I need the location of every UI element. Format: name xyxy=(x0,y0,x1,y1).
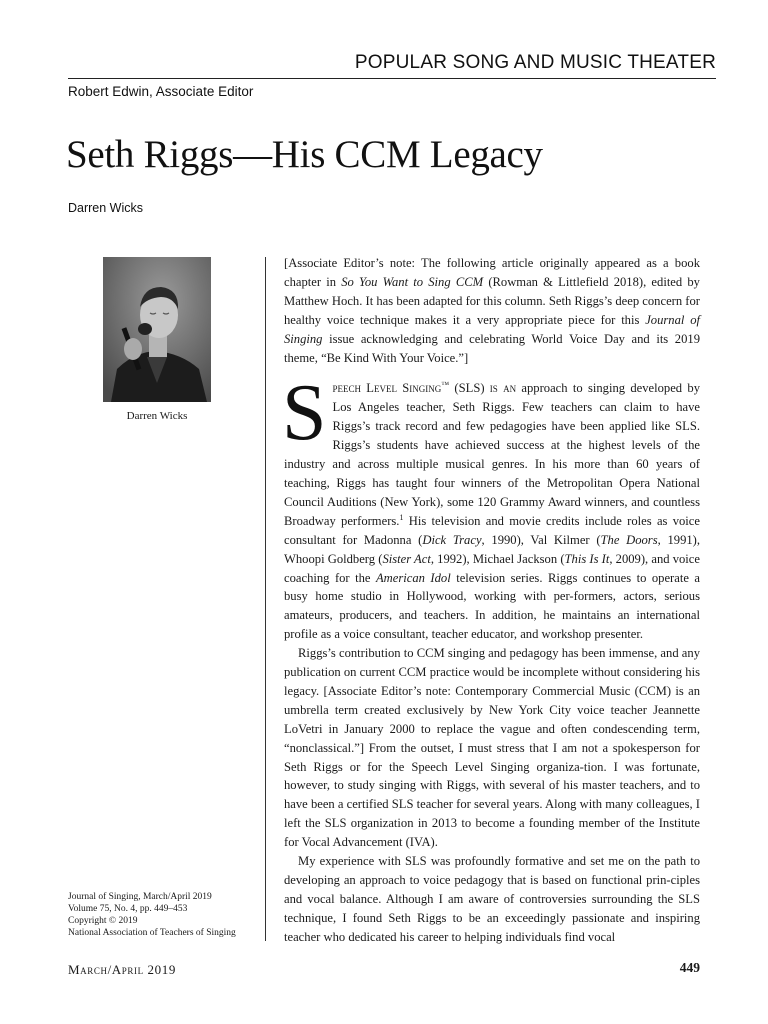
body-paragraph-3: My experience with SLS was profoundly formative and set me on the path to developing an approach to voice pedagogy that is based on functional prin-ciples and vocal balance. Although I am aware of controversies surrounding the SLS technique, I found Seth Riggs to be an exceedingly passionate and inspiring teacher who dedicated his career to helping individuals find vocal xyxy=(284,854,700,944)
column-rule xyxy=(265,257,266,941)
section-header: POPULAR SONG AND MUSIC THEATER xyxy=(354,52,716,73)
article-title: Seth Riggs—His CCM Legacy xyxy=(66,133,543,176)
footnote-marker: 1 xyxy=(399,512,404,522)
page-number: 449 xyxy=(679,960,700,975)
article-body xyxy=(284,254,700,947)
author-photo xyxy=(103,257,211,402)
body-paragraph-1: Speech Level Singing™ (SLS) is an approach to singing developed by Los Angeles teacher, Seth Riggs. Few teachers can claim to have Riggs’s track record and few pedagogies have been applied like SLS. Riggs’s students have achieved success at the highest levels of the industry and across multiple musical genres. In his more than 60 years of teaching, Riggs has taught four winners of the Metropolitan Opera National Council Auditions (New York), some 120 Grammy Award winners, and countless Broadway performers.$^1$ His television and movie credits include roles as voice consultant for Madonna (Dick Tracy, 1990), Val Kilmer (The Doors, 1991), Whoopi Goldberg (Sister Act, 1992), Michael Jackson (This Is It, 2009), and voice coaching for the American Idol television series. Riggs continues to operate a busy home studio in Hollywood, working with per-formers, actors, serious amateurs, producers, and teachers. In addition, he maintains an international profile as a voice consultant, teacher educator, and workshop presenter. xyxy=(282,369,701,642)
drop-cap: S xyxy=(282,369,327,458)
publication-journal: Journal of Singing, March/April 2019 xyxy=(68,892,212,902)
publication-copyright: Copyright © 2019 xyxy=(68,916,138,926)
footer-issue-date: March/April 2019 xyxy=(68,962,176,977)
publication-publisher: National Association of Teachers of Singing xyxy=(68,928,236,938)
photo-caption: Darren Wicks xyxy=(126,410,188,422)
publication-volume: Volume 75, No. 4, pp. 449–453 xyxy=(68,904,188,914)
editor-note: [Associate Editor’s note: The following article originally appeared as a book chapter in So You Want to Sing CCM (Rowman & Littlefield 2018), edited by Matthew Hoch. It has been adapted for this column. Seth Riggs’s deep concern for healthy voice technique makes it a very appropriate piece for this Journal of Singing issue acknowledging and celebrating World Voice Day and its 2019 theme, “Be Kind With Your Voice.”] xyxy=(284,256,700,365)
publication-info xyxy=(68,891,258,939)
author-photo-image xyxy=(103,257,211,402)
article-author: Darren Wicks xyxy=(68,201,144,215)
header-rule xyxy=(68,78,716,79)
body-paragraph-2: Riggs’s contribution to CCM singing and pedagogy has been immense, and any publication on current CCM practice would be incomplete without considering his legacy. [Associate Editor’s note: Contemporary Commercial Music (CCM) is an umbrella term created exclusively by New York City voice teacher Jeannette LoVetri in January 2000 to replace the vague and often condescending term, “nonclassical.”] From the outset, I must stress that I am not a spokesperson for Seth Riggs or for the Speech Level Singing organiza-tion. I was fortunate, however, to study singing with Riggs, with several of his master teachers, and to have been a certified SLS teacher for several years. Along with many colleagues, I left the SLS organization in 2013 to become a founding member of the Institute for Vocal Advancement (IVA). xyxy=(284,646,700,850)
associate-editor-credit: Robert Edwin, Associate Editor xyxy=(68,84,254,99)
